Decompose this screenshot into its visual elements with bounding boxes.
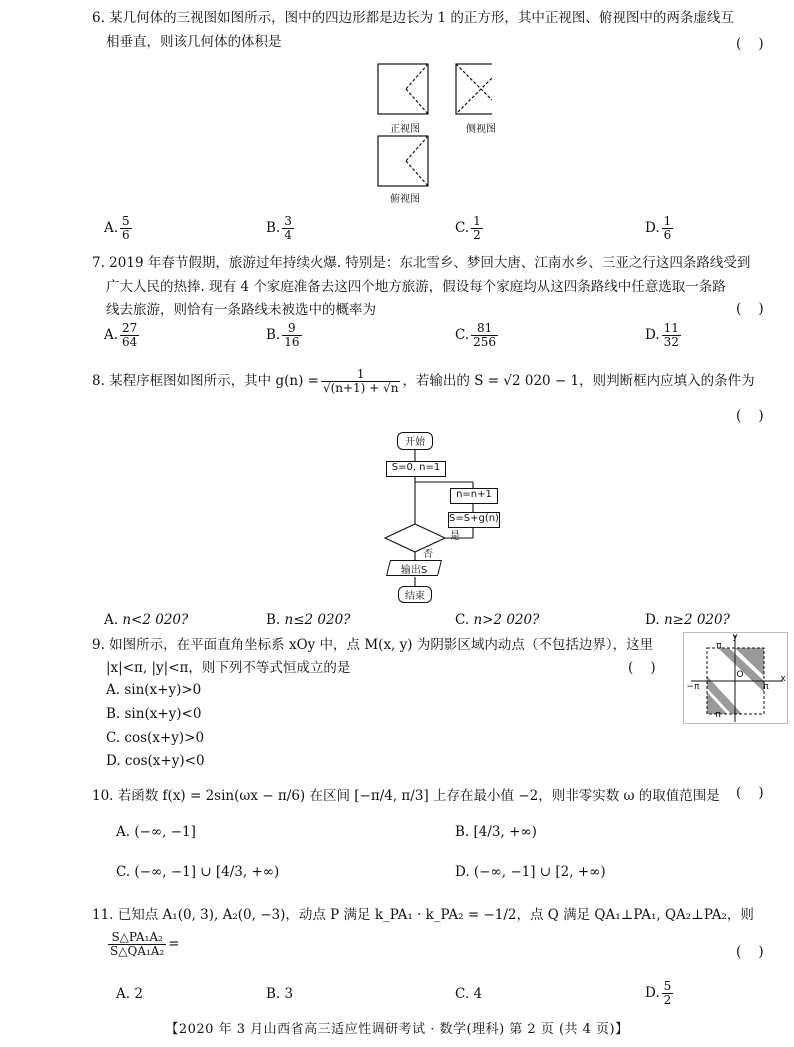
q9-option-b: B. sin(x+y)<0: [106, 706, 202, 722]
q10-option-d: D. (−∞, −1] ∪ [2, +∞): [455, 864, 606, 880]
q11-option-a: A. 2: [116, 986, 143, 1002]
q11-option-c: C. 4: [455, 986, 483, 1002]
q7-line3: 线去旅游，则恰有一条路线未被选中的概率为: [106, 302, 376, 318]
q6-top-view: [378, 136, 428, 186]
q8-option-c: C. n>2 020?: [455, 612, 540, 628]
q11-answer-paren: ( ): [736, 944, 764, 960]
q8-answer-paren: ( ): [736, 408, 764, 424]
q8-option-b: B. n≤2 020?: [266, 612, 351, 628]
q6-option-a: A. $\frac{5}{6}$: [104, 214, 130, 242]
q9-pi-bottom: π: [715, 710, 721, 720]
q11-option-b: B. 3: [266, 986, 294, 1002]
q11-ratio: $\frac{\text{S△PA₁A₂}}{\text{S△QA₁A₂}}$ =: [110, 930, 180, 958]
q7-option-c: C. $\frac{81}{256}$: [455, 321, 497, 349]
q9-option-c: C. cos(x+y)>0: [106, 730, 205, 746]
flow-increment: n=n+1: [450, 488, 498, 504]
flow-start: 开始: [397, 432, 433, 450]
q6-side-view: [456, 64, 492, 114]
q6-option-d: D. $\frac{1}{6}$: [645, 214, 672, 242]
q7-line2: 广大人民的热捧. 现有 4 个家庭准备去这四个地方旅游，假设每个家庭均从这四条路线中任意选取一条路: [106, 279, 726, 295]
q9-x-axis-label: x: [780, 674, 786, 684]
q6-front-view: [378, 64, 428, 114]
q11-line1: 11. 已知点 A₁(0, 3), A₂(0, −3)，动点 P 满足 k_PA₁ · k_PA₂ = −1/2，点 Q 满足 QA₁⊥PA₁, QA₂⊥PA₂，则: [92, 907, 754, 923]
q10-option-b: B. [4/3, +∞): [455, 824, 537, 840]
flow-update: S=S+g(n): [448, 512, 500, 528]
q6-line2: 相垂直，则该几何体的体积是: [106, 34, 282, 50]
q6-answer-paren: ( ): [736, 36, 764, 52]
q9-line1: 9. 如图所示，在平面直角坐标系 xOy 中，点 M(x, y) 为阴影区域内动点（不包括边界），这里: [92, 637, 654, 653]
flow-init: S=0, n=1: [386, 461, 446, 477]
flow-no-label: 否: [423, 549, 433, 560]
q6-option-b: B. $\frac{3}{4}$: [266, 214, 292, 242]
q9-line2: |x|<π, |y|<π，则下列不等式恒成立的是: [106, 660, 351, 676]
q9-y-axis-label: y: [732, 632, 738, 642]
q8-option-a: A. n<2 020?: [104, 612, 189, 628]
q10-answer-paren: ( ): [736, 785, 764, 801]
q9-answer-paren: ( ): [628, 660, 656, 676]
q9-neg-pi: −π: [686, 682, 700, 692]
q6-front-label: 正视图: [390, 124, 420, 135]
q10-option-c: C. (−∞, −1] ∪ [4/3, +∞): [116, 864, 280, 880]
q7-answer-paren: ( ): [736, 301, 764, 317]
q9-option-d: D. cos(x+y)<0: [106, 753, 205, 769]
flow-output: 输出S: [386, 560, 442, 576]
q8-option-d: D. n≥2 020?: [645, 612, 730, 628]
q10-option-a: A. (−∞, −1]: [116, 824, 196, 840]
flow-end: 结束: [398, 586, 432, 603]
page-footer: 【2020 年 3 月山西省高三适应性调研考试 · 数学(理科) 第 2 页 (共 4 页)】: [165, 1022, 629, 1037]
q7-line1: 7. 2019 年春节假期，旅游过年持续火爆. 特别是：东北雪乡、梦回大唐、江南水乡、三亚之行这四条路线受到: [92, 255, 751, 271]
q6-top-label: 俯视图: [390, 194, 420, 205]
flow-yes-label: 是: [450, 531, 460, 542]
q6-option-c: C. $\frac{1}{2}$: [455, 214, 481, 242]
q7-option-b: B. $\frac{9}{16}$: [266, 321, 300, 349]
q8-statement: 8. 某程序框图如图所示，其中 g(n) = $\frac{1}{√(n+1) + √n}$ ，若输出的 S = √2 020 − 1，则判断框内应填入的条件为: [92, 367, 755, 395]
q6-line1: 6. 某几何体的三视图如图所示，图中的四边形都是边长为 1 的正方形，其中正视图、俯视图中的两条虚线互: [92, 10, 734, 26]
q6-side-label: 侧视图: [466, 124, 496, 135]
q10-statement: 10. 若函数 f(x) = 2sin(ωx − π/6) 在区间 [−π/4, π/3] 上存在最小值 −2，则非零实数 ω 的取值范围是: [92, 788, 720, 804]
q9-option-a: A. sin(x+y)>0: [106, 682, 202, 698]
q9-pi-top: π: [716, 641, 722, 651]
q11-option-d: D. $\frac{5}{2}$: [645, 979, 672, 1007]
q9-pi-right: π: [763, 682, 769, 692]
q7-option-a: A. $\frac{27}{64}$: [104, 321, 138, 349]
q7-option-d: D. $\frac{11}{32}$: [645, 321, 679, 349]
q9-origin: O: [736, 670, 744, 680]
